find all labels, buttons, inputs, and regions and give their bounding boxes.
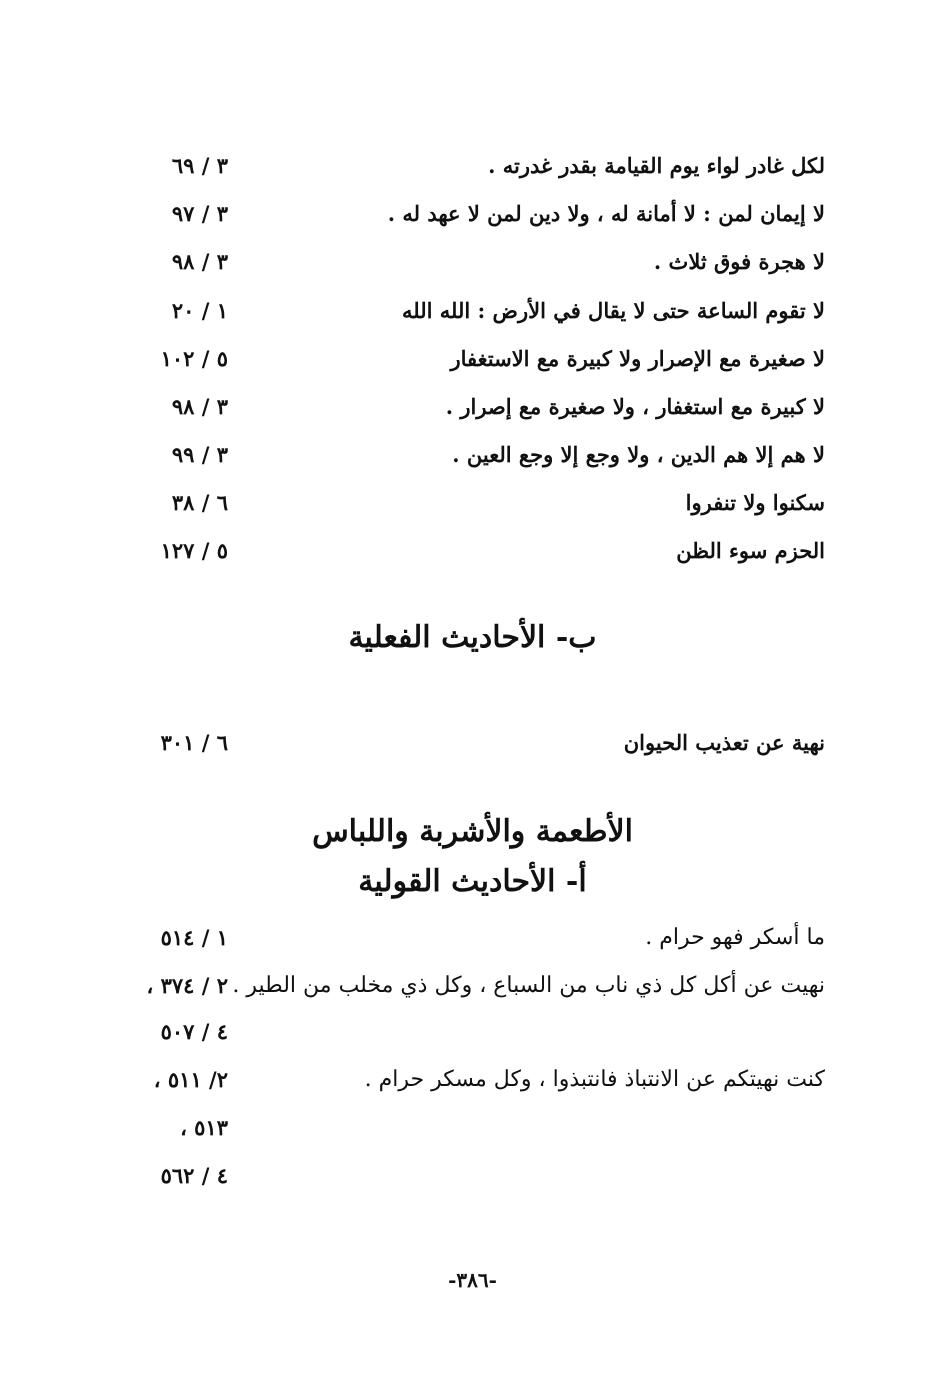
hadith-text: ما أسكر فهو حرام . — [645, 925, 825, 950]
chapter-heading: الأطعمة والأشربة واللباس — [312, 814, 633, 849]
hadith-reference: ٥ / ١٢٧ — [160, 538, 228, 563]
hadith-reference: ٣ / ٩٧ — [171, 201, 228, 226]
hadith-reference: ١ / ٢٠ — [171, 298, 228, 323]
hadith-entry — [0, 339, 945, 379]
hadith-text: لا إيمان لمن : لا أمانة له ، ولا دين لمن لا عهد له . — [387, 201, 825, 226]
hadith-reference: ٥١٣ ، — [180, 1115, 228, 1140]
hadith-reference: ٦ / ٣٨ — [171, 490, 228, 515]
section-heading: ب- الأحاديث الفعلية — [348, 620, 597, 655]
hadith-entry — [0, 1060, 945, 1100]
hadith-text: لا كبيرة مع استغفار ، ولا صغيرة مع إصرار . — [445, 394, 825, 419]
hadith-entry — [0, 1156, 945, 1196]
hadith-text: الحزم سوء الظن — [676, 538, 825, 563]
hadith-entry — [0, 194, 945, 234]
hadith-reference: ٣ / ٦٩ — [171, 153, 228, 178]
hadith-entry — [0, 1108, 945, 1148]
hadith-text: لا هم إلا هم الدين ، ولا وجع إلا وجع العين . — [452, 442, 825, 467]
page-number: -٣٨٦- — [448, 1268, 497, 1292]
hadith-entry — [0, 1012, 945, 1052]
hadith-reference: ٤ / ٥٦٢ — [160, 1163, 228, 1188]
hadith-reference: ١ / ٥١٤ — [160, 925, 228, 950]
hadith-reference: ٣ / ٩٨ — [171, 394, 228, 419]
hadith-entry — [0, 435, 945, 475]
hadith-text: نهية عن تعذيب الحيوان — [623, 730, 825, 755]
hadith-reference: ٦ / ٣٠١ — [160, 730, 228, 755]
hadith-reference: ٣ / ٩٨ — [171, 249, 228, 274]
hadith-reference: ٢/ ٥١١ ، — [153, 1067, 228, 1092]
hadith-text: لا صغيرة مع الإصرار ولا كبيرة مع الاستغفار — [450, 346, 825, 371]
hadith-entry — [0, 242, 945, 282]
hadith-text: نهيت عن أكل كل ذي ناب من السباع ، وكل ذي مخلب من الطير . — [232, 973, 825, 998]
hadith-reference: ٤ / ٥٠٧ — [160, 1019, 228, 1044]
hadith-text: لا هجرة فوق ثلاث . — [653, 249, 825, 274]
hadith-entry — [0, 723, 945, 763]
hadith-text: لكل غادر لواء يوم القيامة بقدر غدرته . — [488, 153, 825, 178]
hadith-reference: ٣ / ٩٩ — [171, 442, 228, 467]
hadith-entry — [0, 387, 945, 427]
hadith-entry — [0, 531, 945, 571]
hadith-entry — [0, 483, 945, 523]
hadith-reference: ٥ / ١٠٢ — [160, 346, 228, 371]
hadith-text: سكنوا ولا تنفروا — [685, 490, 825, 515]
hadith-text: لا تقوم الساعة حتى لا يقال في الأرض : الله الله — [401, 298, 825, 323]
hadith-entry — [0, 918, 945, 958]
hadith-reference: ٢ / ٣٧٤ ، — [146, 973, 228, 998]
hadith-entry — [0, 291, 945, 331]
hadith-entry — [0, 146, 945, 186]
hadith-text: كنت نهيتكم عن الانتباذ فانتبذوا ، وكل مسكر حرام . — [364, 1067, 825, 1092]
hadith-entry — [0, 966, 945, 1006]
section-subheading: أ- الأحاديث القولية — [358, 864, 587, 899]
